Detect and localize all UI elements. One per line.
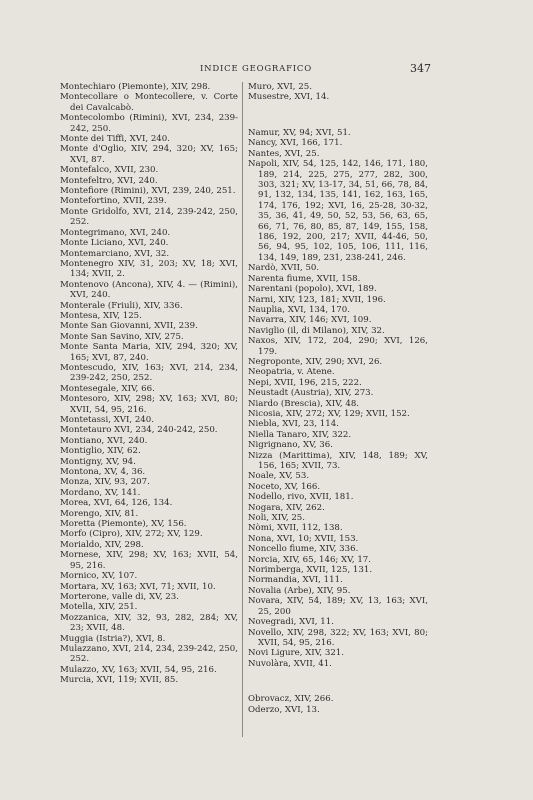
index-entry: Monte dei Tiffi, XVI, 240. [60,134,170,145]
index-entry: Montescudo, XIV, 163; XVI, 214, 234, 239-242, 250, 252. [60,362,238,384]
index-entry: Monte San Giovanni, XVII, 239. [60,321,198,332]
index-entry: Neustadt (Austria), XIV, 273. [248,388,374,399]
index-entry: Musestre, XVI, 14. [248,92,330,103]
index-entry: Niardo (Brescia), XIV, 48. [248,398,360,409]
index-entry: Mornese, XIV, 298; XV, 163; XVII, 54, 95, 216. [60,550,238,571]
index-entry: Monza, XIV, 93, 207. [60,477,150,488]
index-entry: Mortara, XV, 163; XVI, 71; XVII, 10. [60,581,216,592]
index-entry: Nancy, XVI, 166, 171. [248,138,343,149]
entry-gap [248,111,428,119]
index-entry: Navarra, XIV, 146; XVI, 109. [248,315,372,326]
index-entry: Noli, XIV, 25. [248,513,305,524]
index-entry: Murcia, XVI, 119; XVII, 85. [60,675,179,686]
index-entry: Nantes, XVI, 25. [248,148,320,159]
index-entry: Novegradi, XVI, 11. [248,617,334,628]
index-entry: Novara, XIV, 54, 189; XV, 13, 163; XVI, 25, 200 [248,596,428,617]
left-column [60,82,238,686]
index-entry: Oderzo, XVI, 13. [248,704,320,715]
index-entry: Morterone, valle di, XV, 23. [60,591,179,602]
index-entry: Montesegale, XIV, 66. [60,383,155,394]
index-entry: Noncello fiume, XIV, 336. [248,544,359,555]
index-entry: Novalia (Arbe), XIV, 95. [248,585,351,596]
page-number: 347 [410,62,431,75]
index-entry: Nòmi, XVII, 112, 138. [248,523,343,534]
index-entry: Mornico, XV, 107. [60,571,138,582]
right-column [248,82,428,715]
index-entry: Nona, XVI, 10; XVII, 153. [248,533,359,544]
index-entry: Nigrignano, XV, 36. [248,440,333,451]
entry-gap [248,678,428,686]
index-entry: Novi Ligure, XIV, 321. [248,648,344,659]
index-entry: Naxos, XIV, 172, 204, 290; XVI, 126, 179. [248,336,428,357]
index-entry: Montemarciano, XVI, 32. [60,248,170,259]
index-entry: Norcia, XIV, 65, 146; XV, 17. [248,554,372,565]
index-entry: Obrovacz, XIV, 266. [248,694,334,705]
index-entry: Niella Tanaro, XIV, 322. [248,429,352,440]
header-title: INDICE GEOGRAFICO [200,64,312,74]
index-entry: Motella, XIV, 251. [60,602,138,613]
index-entry: Narni, XIV, 123, 181; XVII, 196. [248,294,386,305]
index-entry: Muro, XVI, 25. [248,82,312,92]
index-entry: Montigny, XV, 94. [60,456,136,467]
index-entry: Montecolombo (Rimini), XVI, 234, 239-242, 250. [60,113,238,134]
index-entry: Montona, XV, 4, 36. [60,467,146,478]
index-entry: Mulazzano, XVI, 214, 234, 239-242, 250, 252. [60,643,238,665]
index-entry: Nardò, XVII, 50. [248,263,320,274]
index-entry: Monte Gridolfo, XVI, 214, 239-242, 250, 252. [60,206,238,228]
page-header [0,64,533,78]
index-entry: Morialdo, XIV, 298. [60,539,144,550]
index-entry: Mulazzo, XV, 163; XVII, 54, 95, 216. [60,664,217,675]
index-entry: Nuvolàra, XVII, 41. [248,658,332,669]
index-entry: Nicosia, XIV, 272; XV, 129; XVII, 152. [248,408,410,419]
index-entry: Namur, XV, 94; XVI, 51. [248,128,351,138]
index-entry: Montetassi, XVI, 240. [60,415,154,425]
index-entry: Montesoro, XIV, 298; XV, 163; XVI, 80; XVII, 54, 95, 216. [60,394,238,415]
index-entry: Noale, XV, 53. [248,471,310,482]
index-entry: Narentani (popolo), XVI, 189. [248,284,377,295]
index-entry: Nauplia, XVI, 134, 170. [248,304,350,315]
index-entry: Novello, XIV, 298, 322; XV, 163; XVI, 80; XVII, 54, 95, 216. [248,627,428,648]
index-entry: Nizza (Marittima), XIV, 148, 189; XV, 156, 165; XVII, 73. [248,450,428,471]
index-entry: Noceto, XV, 166. [248,481,321,492]
index-entry: Montenegro XIV, 31, 203; XV, 18; XVI, 134; XVII, 2. [60,258,238,280]
index-entry: Monte Liciano, XVI, 240. [60,238,169,249]
index-entry: Montegrimano, XVI, 240. [60,227,171,238]
index-entry: Montefeltro, XVI, 240. [60,175,158,186]
index-entry: Montecollare o Montecollere, v. Corte dei Cavalcabò. [60,92,238,113]
index-entry: Monte Santa Maria, XIV, 294, 320; XV, 165; XVI, 87, 240. [60,342,238,363]
index-entry: Napoli, XIV, 54, 125, 142, 146, 171, 180, 189, 214, 225, 275, 277, 282, 300, 303, 321; XV, 13-17, 34, 51, 66, 78, 84, 91, 132, 134, 135, 141, 162, 163, 165, 174, 176, 192; XVI, 16, 25-28, 30-32, 35, 36, 41, 49, 50, 52, 53, 56, 63, 65, 66, 71, 76, 80, 85, 87, 149, 155, 158, 186, 192, 200, 217; XVII, 44-46, 50, 56, 94, 95, 102, 105, 106, 111, 116, 134, 149, 189, 231, 238-241, 246. [248,159,428,263]
index-entry: Montesa, XIV, 125. [60,310,142,321]
index-entry: Montechiaro (Piemonte), XIV, 298. [60,82,211,92]
index-entry: Mozzanica, XIV, 32, 93, 282, 284; XV, 23; XVII, 48. [60,612,238,634]
index-entry: Neopatria, v. Atene. [248,367,335,378]
index-entry: Muggia (Istria?), XVI, 8. [60,633,166,644]
index-entry: Nodello, rivo, XVII, 181. [248,492,354,503]
index-entry: Monte San Savino, XIV, 275. [60,331,184,342]
index-entry: Monte d'Oglio, XIV, 294, 320; XV, 165; XVI, 87. [60,144,238,165]
index-entry: Nogara, XIV, 262. [248,502,325,513]
index-entry: Montefalco, XVII, 230. [60,165,159,176]
index-entry: Norimberga, XVII, 125, 131. [248,565,373,576]
index-entry: Montiglio, XIV, 62. [60,446,141,457]
index-entry: Morea, XVI, 64, 126, 134. [60,498,173,509]
index-entry: Montefortino, XVII, 239. [60,196,167,207]
index-entry: Montefiore (Rimini), XVI, 239, 240, 251. [60,186,236,197]
index-entry: Monterale (Friuli), XIV, 336. [60,300,183,311]
index-entry: Moretta (Piemonte), XV, 156. [60,519,187,530]
index-entry: Normandia, XVI, 111. [248,575,343,586]
index-entry: Montiano, XVI, 240. [60,435,148,446]
index-entry: Negroponte, XIV, 290; XVI, 26. [248,356,383,367]
index-entry: Niebla, XVI, 23, 114. [248,419,339,430]
index-entry: Morengo, XIV, 81. [60,508,139,519]
index-entry: Naviglio (il, di Milano), XIV, 32. [248,325,385,336]
index-entry: Nepi, XVII, 196, 215, 222. [248,377,362,388]
index-entry: Morfo (Cipro), XIV, 272; XV, 129. [60,529,203,540]
index-entry: Narenta fiume, XVII, 158. [248,273,361,284]
index-entry: Montetauro XVI, 234, 240-242, 250. [60,425,218,436]
index-entry: Mordano, XV, 141. [60,487,141,498]
index-entry: Montenovo (Ancona), XIV, 4. — (Rimini), XVI, 240. [60,279,238,301]
column-divider [242,82,243,737]
